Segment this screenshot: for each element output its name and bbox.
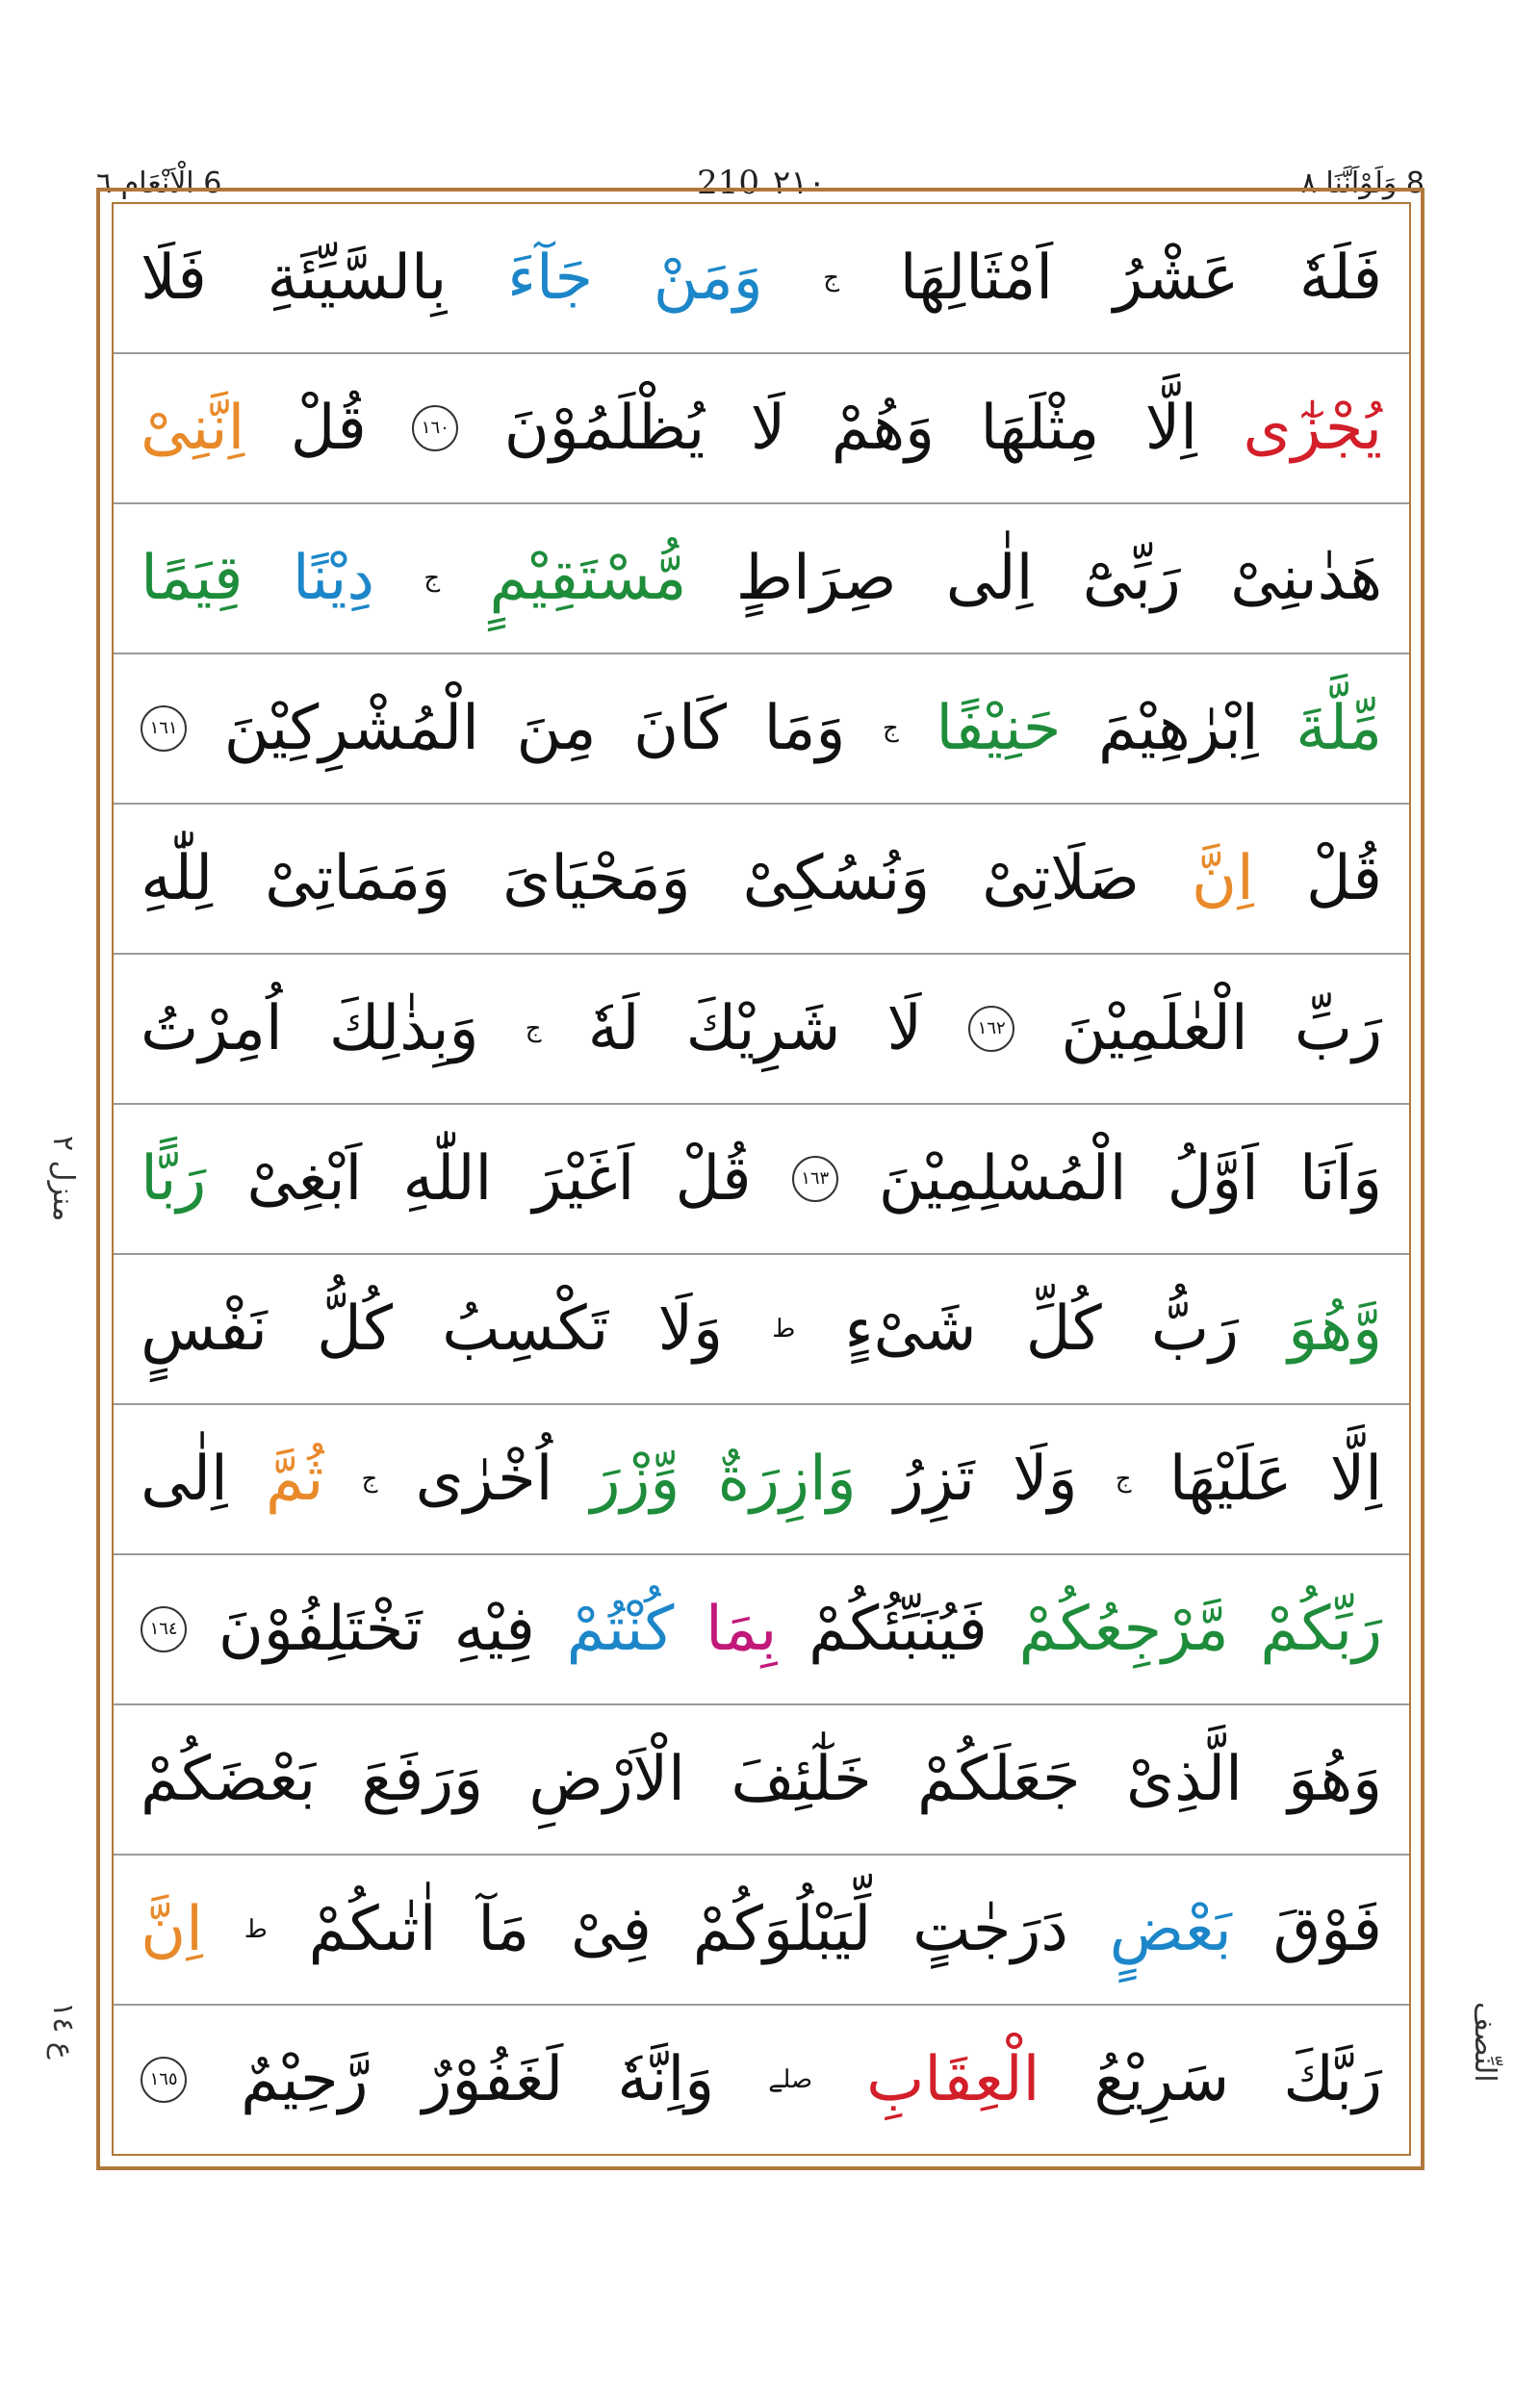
word: اٰتٰٮكُمْ bbox=[308, 1894, 437, 1965]
word: يُظْلَمُوْنَ bbox=[503, 393, 706, 464]
word: وَنُسُكِىْ bbox=[742, 843, 931, 914]
word: وَمَحْيَاىَ bbox=[502, 843, 691, 914]
word: فِيْهِ bbox=[453, 1594, 535, 1665]
word: اِلٰى bbox=[945, 543, 1034, 614]
word: وَمَنْ bbox=[653, 243, 763, 314]
word: قُلْ bbox=[1305, 843, 1382, 914]
juz-name: 8 وَلَوْاَنَّنَا ٨ bbox=[1300, 166, 1424, 200]
word: رَبِّىْٓ bbox=[1082, 543, 1181, 614]
verse-line bbox=[114, 1405, 1409, 1555]
word: صَلَاتِىْ bbox=[982, 843, 1140, 914]
word: اُخْرٰى bbox=[415, 1444, 553, 1515]
verse-line bbox=[114, 1105, 1409, 1255]
word: مِّلَّةَ bbox=[1296, 693, 1382, 764]
word: وَمَا bbox=[763, 693, 846, 764]
word: شَرِيْكَ bbox=[685, 993, 841, 1064]
word: فَوْقَ bbox=[1272, 1894, 1382, 1965]
word: وِّزْرَ bbox=[590, 1444, 680, 1515]
word: يُجْزٰٓى bbox=[1243, 393, 1382, 464]
word: رَّحِيْمٌ bbox=[241, 2044, 369, 2115]
ayah-number: ١٦٥ bbox=[141, 2057, 187, 2103]
word: اِلَّا bbox=[1329, 1444, 1382, 1515]
word: وَرَفَعَ bbox=[361, 1744, 483, 1815]
word: اِلٰى bbox=[141, 1444, 228, 1515]
word: لَهٗ bbox=[587, 993, 640, 1064]
word: اَوَّلُ bbox=[1167, 1143, 1259, 1215]
verse-line bbox=[114, 204, 1409, 354]
word: كُلُّ bbox=[317, 1293, 394, 1365]
surah-name: 6 الْاَنْعَام ٦ bbox=[96, 166, 222, 200]
nisf-marker: النِّصف bbox=[1468, 2002, 1502, 2083]
word: جَعَلَكُمْ bbox=[917, 1744, 1081, 1815]
word: وَاِنَّهٗ bbox=[617, 2044, 715, 2115]
verse-line bbox=[114, 1555, 1409, 1705]
word: قُلْ bbox=[290, 393, 367, 464]
word: رَبِّ bbox=[1294, 993, 1382, 1064]
text-frame bbox=[112, 202, 1411, 2156]
waqf-mark: ج bbox=[361, 1465, 378, 1494]
word: بِمَا bbox=[706, 1594, 778, 1665]
word: حَنِيْفًا bbox=[936, 693, 1062, 764]
word: ثُمَّ bbox=[265, 1444, 324, 1515]
word: نَفْسٍ bbox=[141, 1293, 268, 1365]
word: لَا bbox=[750, 393, 786, 464]
word: لَا bbox=[886, 993, 922, 1064]
word: وَهُمْ bbox=[831, 393, 935, 464]
word: رَبَّكَ bbox=[1283, 2044, 1382, 2115]
word: اِنَّنِىْ bbox=[141, 393, 245, 464]
word: رَبِّكُمْ bbox=[1260, 1594, 1382, 1665]
word: اِنَّ bbox=[141, 1894, 203, 1965]
word: بَعْضٍ bbox=[1109, 1894, 1232, 1965]
word: اَغَيْرَ bbox=[532, 1143, 635, 1215]
word: دِيْنًا bbox=[292, 543, 374, 614]
word: الْمُسْلِمِيْنَ bbox=[878, 1143, 1127, 1215]
word: الْمُشْرِكِيْنَ bbox=[223, 693, 479, 764]
word: قُلْ bbox=[675, 1143, 752, 1215]
word: بَعْضَكُمْ bbox=[141, 1744, 317, 1815]
ayah-number: ١٦٣ bbox=[792, 1156, 838, 1202]
verse-line bbox=[114, 354, 1409, 504]
word: الْعِقَابِ bbox=[866, 2044, 1040, 2115]
word: وَبِذٰلِكَ bbox=[328, 993, 479, 1064]
waqf-mark: ج bbox=[1115, 1465, 1132, 1494]
verse-line bbox=[114, 955, 1409, 1105]
verse-line bbox=[114, 654, 1409, 805]
word: اِلَّا bbox=[1144, 393, 1197, 464]
word: اُمِرْتُ bbox=[141, 993, 283, 1064]
word: جَآءَ bbox=[506, 243, 594, 314]
word: صِرَاطٍ bbox=[735, 543, 897, 614]
word: وَازِرَةٌ bbox=[717, 1444, 857, 1515]
word: تَزِرُ bbox=[893, 1444, 975, 1515]
word: رَبُّ bbox=[1150, 1293, 1240, 1365]
verse-line bbox=[114, 2006, 1409, 2154]
word: كُنْتُمْ bbox=[566, 1594, 675, 1665]
word: مَآ bbox=[477, 1894, 530, 1965]
ayah-number: ١٦١ bbox=[141, 705, 187, 752]
word: تَكْسِبُ bbox=[442, 1293, 609, 1365]
word: فَيُنَبِّئُكُمْ bbox=[808, 1594, 988, 1665]
word: وَهُوَ bbox=[1288, 1744, 1382, 1815]
word: وَاَنَا bbox=[1299, 1143, 1382, 1215]
word: لَغَفُوْرٌ bbox=[422, 2044, 564, 2115]
word: اَبْغِىْ bbox=[246, 1143, 363, 1215]
word: وَلَا bbox=[1013, 1444, 1078, 1515]
word: مِنَ bbox=[516, 693, 597, 764]
word: مِثْلَهَا bbox=[980, 393, 1100, 464]
word: اَمْثَالِهَا bbox=[899, 243, 1054, 314]
verse-line bbox=[114, 1255, 1409, 1405]
word: كُلِّ bbox=[1025, 1293, 1102, 1365]
ruku-marker: ع ١٤ bbox=[46, 2002, 80, 2060]
word: اللّٰهِ bbox=[402, 1143, 493, 1215]
word: وَمَمَاتِىْ bbox=[265, 843, 451, 914]
verse-line bbox=[114, 1705, 1409, 1856]
word: تَخْتَلِفُوْنَ bbox=[218, 1594, 423, 1665]
waqf-mark: ج bbox=[424, 564, 441, 593]
word: اِبْرٰهِيْمَ bbox=[1098, 693, 1259, 764]
word: عَشْرُ bbox=[1113, 243, 1240, 314]
waqf-mark: ج bbox=[525, 1014, 542, 1043]
word: الْاَرْضِ bbox=[528, 1744, 685, 1815]
manzil-marker: منزل ٢ bbox=[46, 1136, 80, 1222]
verse-line bbox=[114, 1856, 1409, 2006]
waqf-mark: ج bbox=[882, 714, 899, 743]
word: هَدٰٮنِىْ bbox=[1230, 543, 1382, 614]
word: لِّيَبْلُوَكُمْ bbox=[692, 1894, 872, 1965]
word: بِالسَّيِّئَةِ bbox=[267, 243, 448, 314]
word: فِىْ bbox=[570, 1894, 652, 1965]
word: عَلَيْهَا bbox=[1168, 1444, 1293, 1515]
word: لِلّٰهِ bbox=[141, 843, 214, 914]
word: مُّسْتَقِيْمٍ bbox=[489, 543, 687, 614]
ayah-number: ١٦٠ bbox=[412, 405, 458, 451]
ayah-number: ١٦٢ bbox=[968, 1006, 1014, 1052]
word: اِنَّ bbox=[1192, 843, 1254, 914]
waqf-mark: صلے bbox=[768, 2065, 813, 2094]
word: الَّذِىْ bbox=[1125, 1744, 1243, 1815]
word: شَىْءٍ bbox=[844, 1293, 977, 1365]
word: وَلَا bbox=[657, 1293, 723, 1365]
verse-line bbox=[114, 504, 1409, 654]
word: رَبًّا bbox=[141, 1143, 207, 1215]
word: خَلٰٓئِفَ bbox=[731, 1744, 872, 1815]
word: دَرَجٰتٍ bbox=[912, 1894, 1068, 1965]
page-number-latin: 210 bbox=[697, 164, 760, 202]
word: كَانَ bbox=[633, 693, 728, 764]
word: مَّرْجِعُكُمْ bbox=[1018, 1594, 1229, 1665]
waqf-mark: ط bbox=[772, 1315, 796, 1344]
word: الْعٰلَمِيْنَ bbox=[1061, 993, 1248, 1064]
word: فَلَا bbox=[141, 243, 207, 314]
page-number-urdu: ٢١٠ bbox=[773, 164, 826, 202]
word: وَّهُوَ bbox=[1288, 1293, 1382, 1365]
waqf-mark: ط bbox=[244, 1915, 268, 1944]
ayah-number: ١٦٤ bbox=[141, 1606, 187, 1652]
word: سَرِيْعُ bbox=[1093, 2044, 1230, 2115]
word: فَلَهٗ bbox=[1298, 243, 1382, 314]
verse-line bbox=[114, 805, 1409, 955]
word: قِيَمًا bbox=[141, 543, 244, 614]
waqf-mark: ج bbox=[823, 264, 840, 293]
verse-lines bbox=[114, 204, 1409, 2154]
